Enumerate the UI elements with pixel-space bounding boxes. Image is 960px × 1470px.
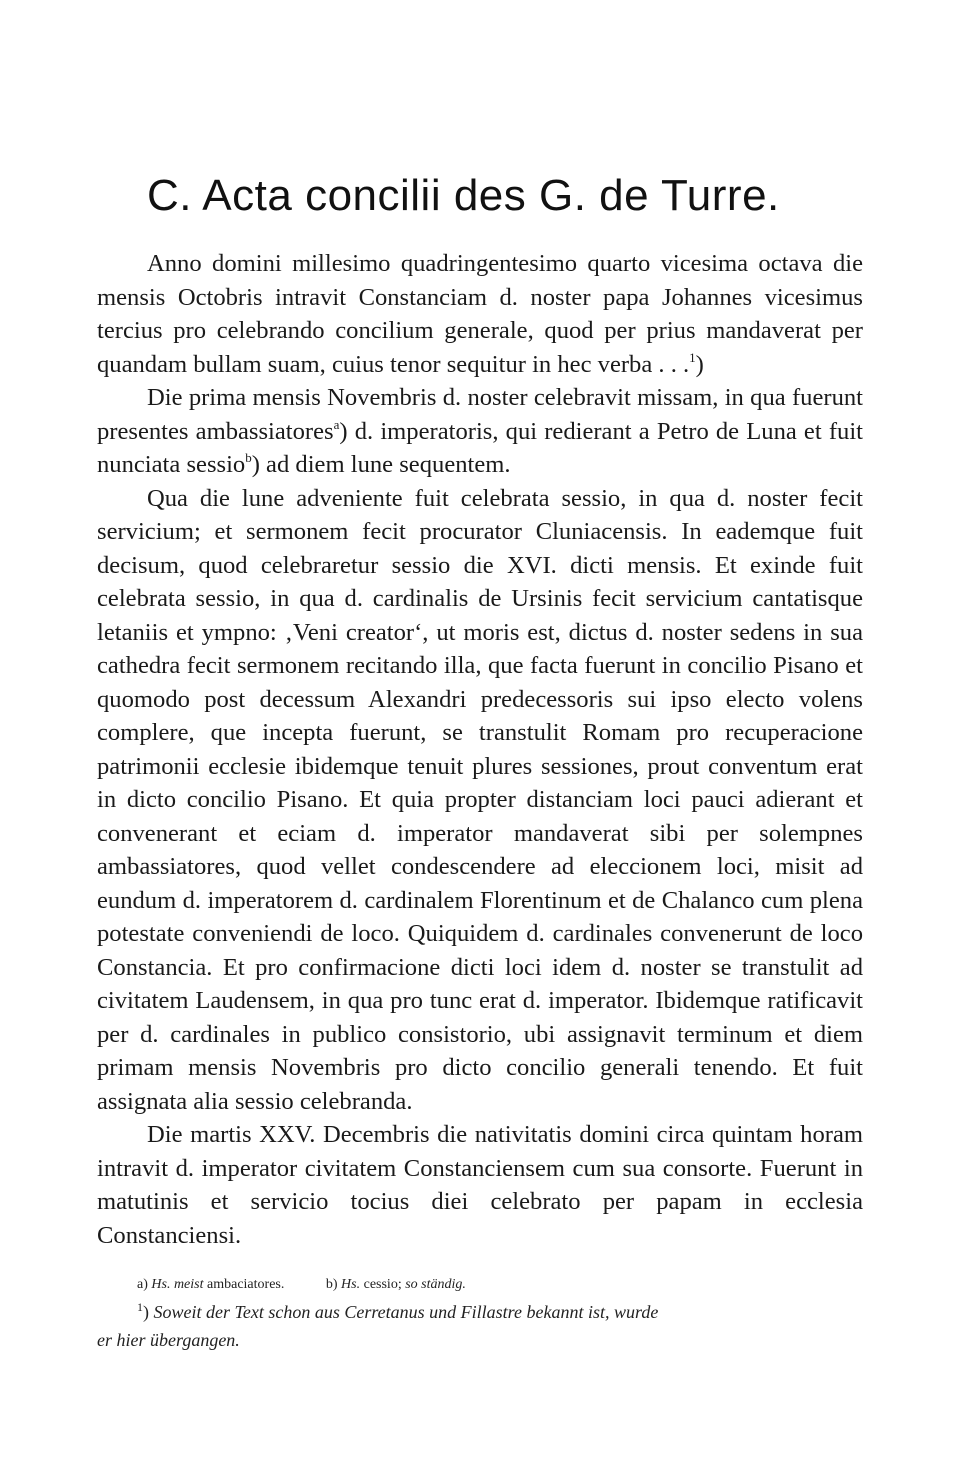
footnote-b-italic-2: so ständig. [405,1277,466,1292]
paragraph-intro-close: ) [695,350,704,378]
paragraph-intro-text: Anno domini millesimo quadringentesimo quarto vicesima octava die mensis Octobris intravit Constanciam d. noster papa Johannes vicesimus tercius pro celebrando concilium generale, quod per prius mandaverat per quandam bullam suam, cuius tenor sequitur in hec verba . . . [97,250,863,378]
variant-ref-a: a [333,416,340,432]
footnote-ref-1: 1 [689,349,696,365]
paragraph-november [97,381,863,482]
footnote-1: $^1$) Soweit der Text schon aus Cerretanus und Fillastre bekannt ist, wurde er hier übergangen. [97,1298,863,1354]
footnote-a-text: ambaciatores. [207,1277,285,1292]
footnote-variants [97,1272,863,1298]
paragraph-intro [97,247,863,381]
footnote-1-line1: Soweit der Text schon aus Cerretanus und Fillastre bekannt ist, wurde [153,1302,659,1322]
footnote-a-italic: Hs. meist [151,1277,204,1292]
section-heading: C. Acta concilii des G. de Turre. [147,171,780,220]
footnote-b-text: cessio; [363,1277,402,1292]
footnotes [97,1272,863,1354]
paragraph-december: Die martis XXV. Decembris die nativitatis domini circa quintam horam intravit d. imperator civitatem Constanciensem cum sua consorte. Fuerunt in matutinis et servicio tocius diei celebrato per papam in ecclesia Constanciensi. [97,1121,863,1249]
paragraph-november-text-2: ) d. imperatoris, qui redierant a Petro de Luna et fuit nunciata sessio [97,417,863,478]
paragraph-sessio: Qua die lune adveniente fuit celebrata sessio, in qua d. noster fecit servicium; et sermonem fecit procurator Cluniacensis. In eademque fuit decisum, quod celebraretur sessio die XVI. dicti mensis. Et exinde fuit celebrata sessio, in qua d. cardinalis de Ursinis fecit servicium cantatisque letaniis et ympno: ‚Veni creator‘, ut moris est, dictus d. noster sedens in sua cathedra fecit sermonem recitando illa, que facta fuerunt in concilio Pisano et quomodo post decessum Alexandri predecessoris sui ipso electo volens complere, que incepta fuerunt, se transtulit Romam pro recuperacione patrimonii ecclesie ibidemque tenuit plures sessiones, prout conventum erat in dicto concilio Pisano. Et quia propter distanciam loci pauci adierant et convenerant et eciam d. imperator mandaverat sibi per solempnes ambassiatores, quod vellet condescendere ad eleccionem loci, misit ad eundum d. imperatorem d. cardinalem Florentinum et de Chalanco cum plena potestate conveniendi de loco. Quiquidem d. cardinales convenerunt de loco Constancia. Et pro confirmacione dicti loci idem d. noster se transtulit ad civitatem Laudensem, in qua pro tunc erat d. imperator. Ibidemque ratificavit per d. cardinales in publico consistorio, ubi assignavit terminum et diem primam mensis Novembris pro dicto concilio generali tenendo. Et fuit assignata alia sessio celebranda. [97,484,863,1115]
footnote-b-mark: b) [325,1277,338,1292]
variant-ref-b: b [245,450,252,465]
body-text [97,247,863,1252]
paragraph-november-text-3: ) ad diem lune sequentem. [251,451,511,478]
footnote-1-mark: 1 [137,1300,143,1314]
paragraph-november-text-1: Die prima mensis Novembris d. noster celebravit missam, in qua fuerunt presentes ambassiatores [97,384,863,445]
footnote-1-line2: er hier übergangen. [97,1330,240,1350]
footnote-a-mark: a) [137,1277,148,1292]
footnote-b-italic: Hs. [341,1277,361,1292]
